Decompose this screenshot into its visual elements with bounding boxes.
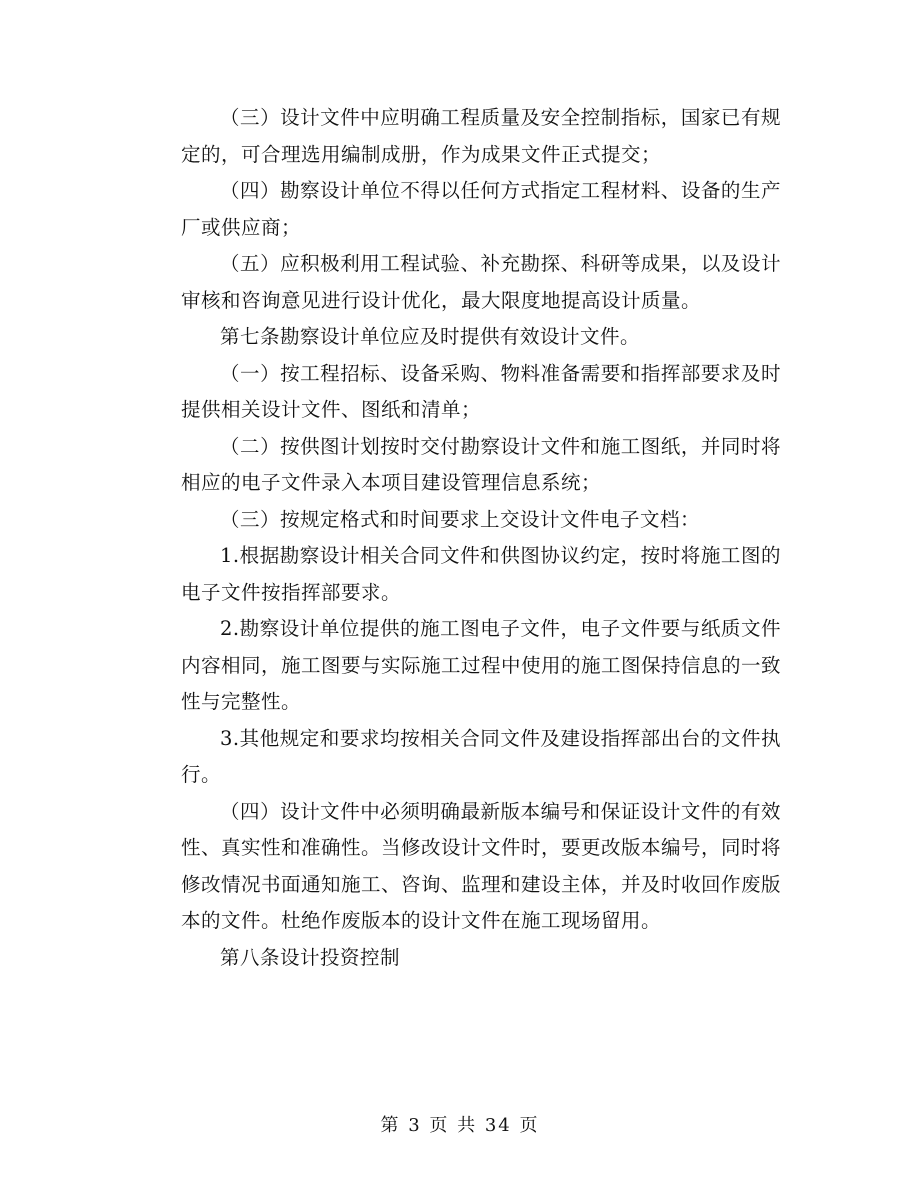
paragraph-design-optimization: （五）应积极利用工程试验、补充勘探、科研等成果，以及设计审核和咨询意见进行设计优化，最大限度地提高设计质量。: [181, 252, 781, 312]
article-8-heading: 第八条设计投资控制: [220, 945, 401, 969]
paragraph-no-designated-supplier: （四）勘察设计单位不得以任何方式指定工程材料、设备的生产厂或供应商；: [181, 179, 781, 239]
list-item-1: 1.根据勘察设计相关合同文件和供图协议约定，按时将施工图的电子文件按指挥部要求。: [181, 544, 781, 604]
document-body: [181, 100, 781, 976]
paragraph-timely-documents: （一）按工程招标、设备采购、物料准备需要和指挥部要求及时提供相关设计文件、图纸和清单；: [181, 361, 781, 421]
paragraph-quality-indicators: （三）设计文件中应明确工程质量及安全控制指标，国家已有规定的，可合理选用编制成册，作为成果文件正式提交；: [181, 106, 781, 166]
article-7-heading: 第七条勘察设计单位应及时提供有效设计文件。: [220, 325, 641, 348]
paragraph-version-control: （四）设计文件中必须明确最新版本编号和保证设计文件的有效性、真实性和准确性。当修改设计文件时，要更改版本编号，同时将修改情况书面通知施工、咨询、监理和建设主体，并及时收回作废版本的文件。杜绝作废版本的设计文件在施工现场留用。: [181, 799, 782, 932]
page-number-footer: 第 3 页 共 34 页: [380, 1115, 540, 1136]
list-item-3: 3.其他规定和要求均按相关合同文件及建设指挥部出台的文件执行。: [181, 726, 781, 786]
paragraph-electronic-format: （三）按规定格式和时间要求上交设计文件电子文档：: [220, 507, 701, 531]
paragraph-drawing-schedule: （二）按供图计划按时交付勘察设计文件和施工图纸，并同时将相应的电子文件录入本项目建设管理信息系统；: [181, 434, 781, 494]
list-item-2: 2.勘察设计单位提供的施工图电子文件，电子文件要与纸质文件内容相同，施工图要与实际施工过程中使用的施工图保持信息的一致性与完整性。: [181, 617, 782, 713]
